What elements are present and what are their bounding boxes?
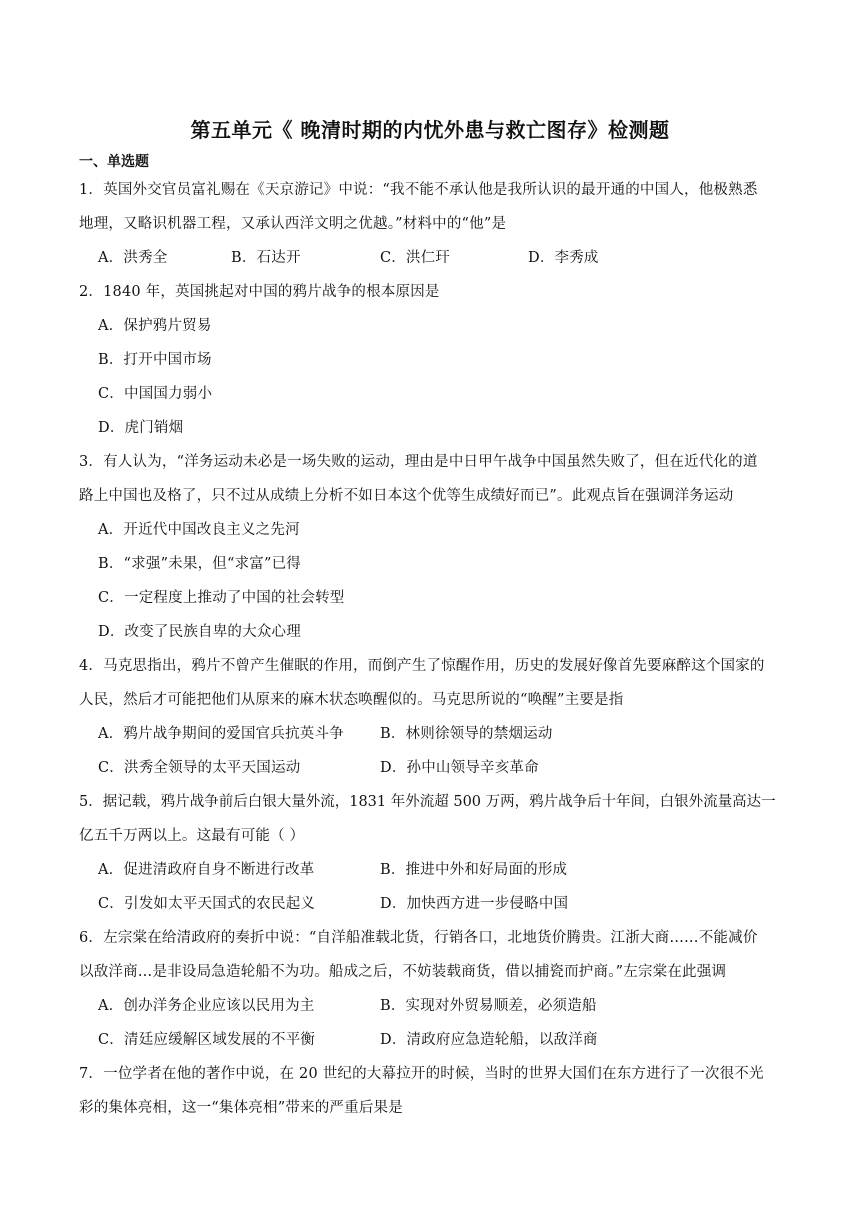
question-4-option-d: D．孙中山领导辛亥革命 xyxy=(380,760,539,776)
question-4-option-c: C．洪秀全领导的太平天国运动 xyxy=(98,760,301,776)
question-3-option-b: B．“求强”未果，但“求富”已得 xyxy=(98,556,302,572)
question-4-option-b: B．林则徐领导的禁烟运动 xyxy=(380,726,553,742)
question-5-option-a: A．促进清政府自身不断进行改革 xyxy=(98,862,315,878)
question-6-option-d: D．清政府应急造轮船，以敌洋商 xyxy=(380,1032,598,1048)
question-1-option-d: D．李秀成 xyxy=(528,250,599,266)
question-1-line-2: 地理，又略识机器工程，又承认西洋文明之优越。”材料中的“他”是 xyxy=(79,216,507,232)
question-2-option-b: B．打开中国市场 xyxy=(98,352,212,368)
question-7-line-1: 7．一位学者在他的著作中说，在 20 世纪的大幕拉开的时候，当时的世界大国们在东方进行了一次很不光 xyxy=(79,1066,764,1082)
question-7-line-2: 彩的集体亮相，这一“集体亮相”带来的严重后果是 xyxy=(79,1100,403,1116)
question-6-option-a: A．创办洋务企业应该以民用为主 xyxy=(98,998,315,1014)
question-5-option-d: D．加快西方进一步侵略中国 xyxy=(380,896,569,912)
question-6-line-1: 6．左宗棠在给清政府的奏折中说：“自洋船准载北货，行销各口，北地货价腾贵。江浙大商……不能减价 xyxy=(79,930,758,946)
question-2-line-1: 2．1840 年，英国挑起对中国的鸦片战争的根本原因是 xyxy=(79,284,440,300)
question-4-line-1: 4．马克思指出，鸦片不曾产生催眠的作用，而倒产生了惊醒作用，历史的发展好像首先要麻醉这个国家的 xyxy=(79,658,765,674)
question-3-option-a: A．开近代中国改良主义之先河 xyxy=(98,522,300,538)
question-3-line-1: 3．有人认为，“洋务运动未必是一场失败的运动，理由是中日甲午战争中国虽然失败了，但在近代化的道 xyxy=(79,454,758,470)
question-1-option-c: C．洪仁玕 xyxy=(380,250,451,266)
question-1-line-1: 1．英国外交官员富礼赐在《天京游记》中说：“我不能不承认他是我所认识的最开通的中国人，他极熟悉 xyxy=(79,182,758,198)
question-3-option-c: C．一定程度上推动了中国的社会转型 xyxy=(98,590,345,606)
question-5-line-2: 亿五千万两以上。这最有可能（ ） xyxy=(79,828,305,844)
question-6-option-c: C．清廷应缓解区域发展的不平衡 xyxy=(98,1032,316,1048)
question-3-line-2: 路上中国也及格了，只不过从成绩上分析不如日本这个优等生成绩好而已”。此观点旨在强调洋务运动 xyxy=(79,488,734,504)
section-heading: 一、单选题 xyxy=(79,154,149,170)
question-4-option-a: A．鸦片战争期间的爱国官兵抗英斗争 xyxy=(98,726,344,742)
question-2-option-d: D．虎门销烟 xyxy=(98,420,184,436)
question-2-option-c: C．中国国力弱小 xyxy=(98,386,213,402)
question-5-option-c: C．引发如太平天国式的农民起义 xyxy=(98,896,316,912)
question-2-option-a: A．保护鸦片贸易 xyxy=(98,318,212,334)
question-4-line-2: 人民，然后才可能把他们从原来的麻木状态唤醒似的。马克思所说的“唤醒”主要是指 xyxy=(79,692,624,708)
question-3-option-d: D．改变了民族自卑的大众心理 xyxy=(98,624,301,640)
question-1-option-b: B．石达开 xyxy=(231,250,301,266)
question-6-option-b: B．实现对外贸易顺差，必须造船 xyxy=(380,998,597,1014)
question-5-option-b: B．推进中外和好局面的形成 xyxy=(380,862,568,878)
question-5-line-1: 5．据记载，鸦片战争前后白银大量外流，1831 年外流超 500 万两，鸦片战争后十年间，白银外流量高达一 xyxy=(79,794,776,810)
page-title: 第五单元《 晚清时期的内忧外患与救亡图存》检测题 xyxy=(190,118,670,142)
question-6-line-2: 以敌洋商…是非设局急造轮船不为功。船成之后，不妨装载商货，借以捕瓷而护商。”左宗棠在此强调 xyxy=(79,964,727,980)
question-1-option-a: A．洪秀全 xyxy=(98,250,168,266)
